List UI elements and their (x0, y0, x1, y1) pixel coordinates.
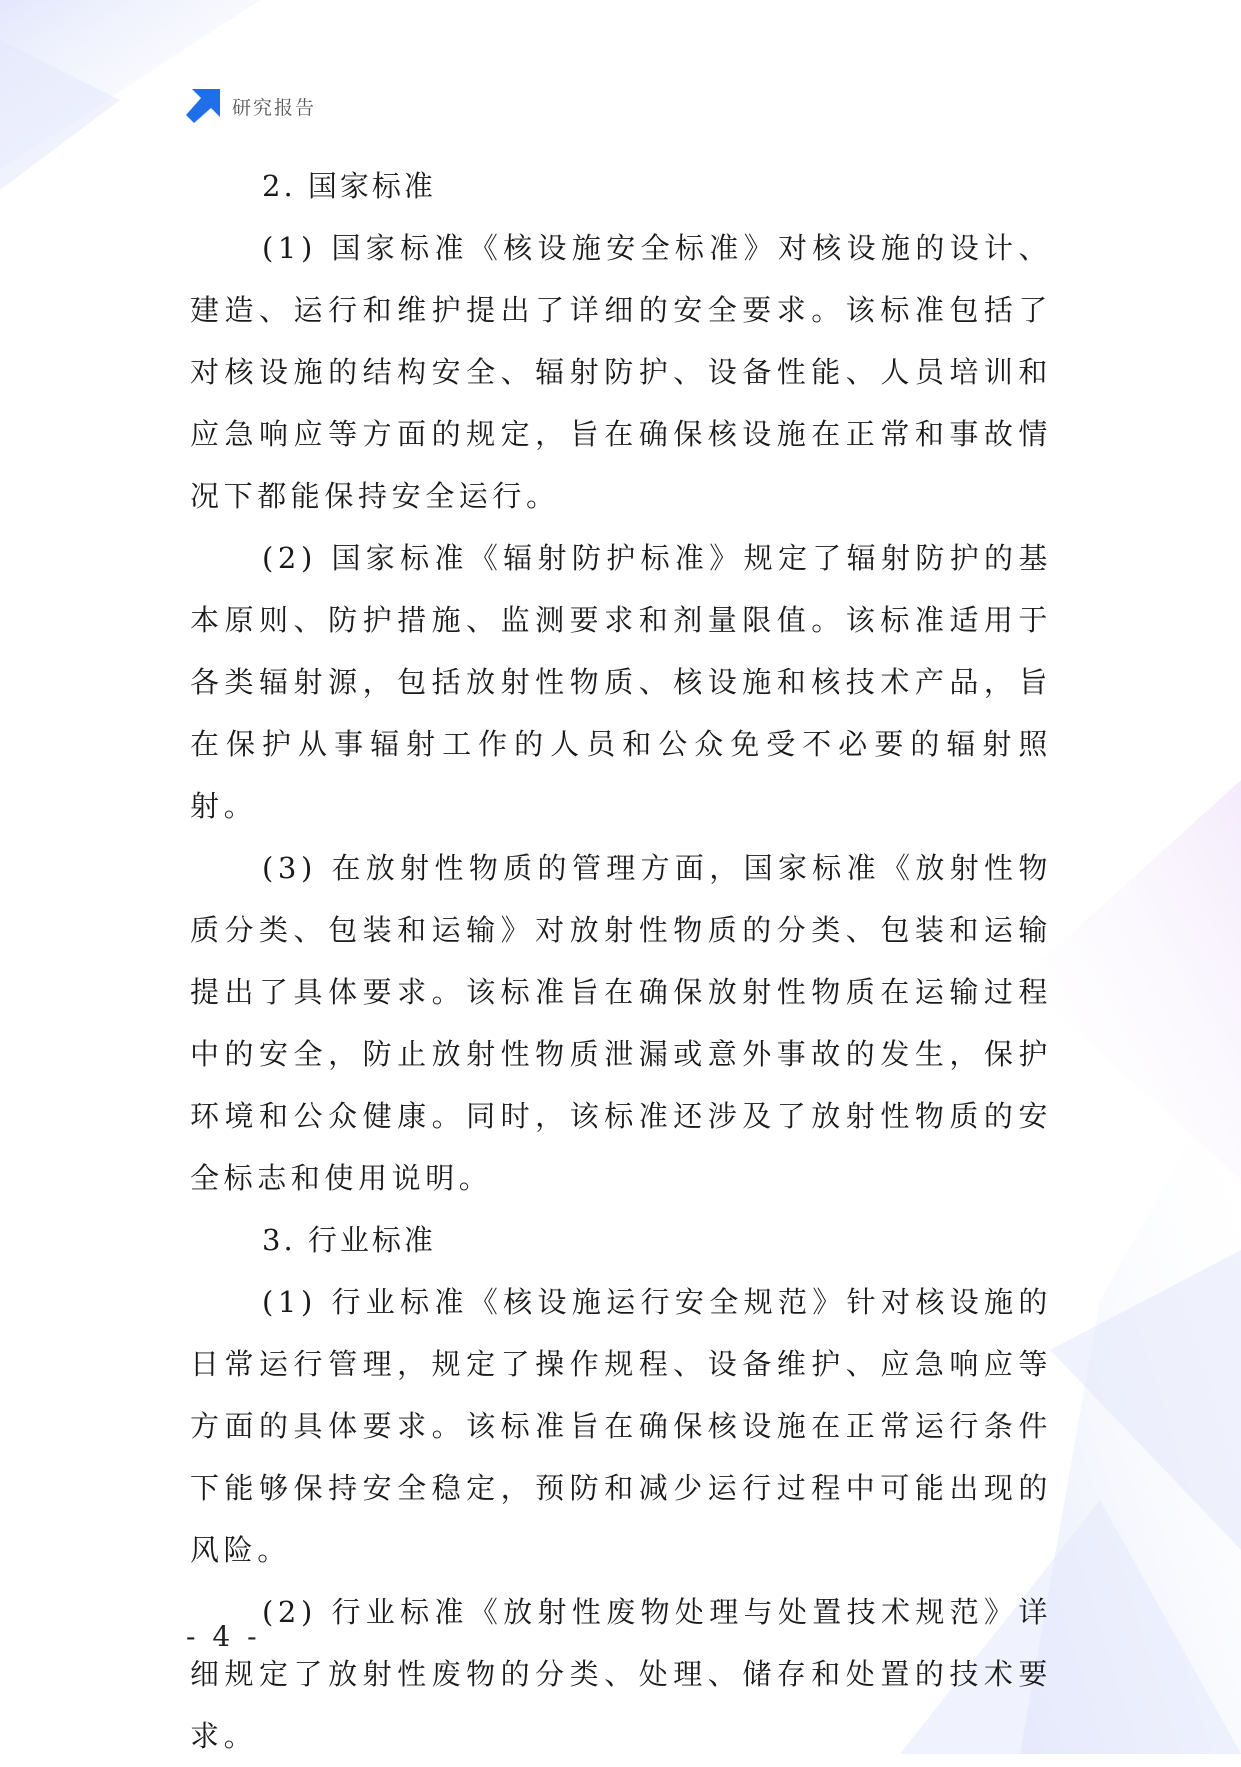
page-number: - 4 - (186, 1620, 261, 1653)
section-heading-industry-standards: 3. 行业标准 (262, 1223, 436, 1257)
arrow-up-right-icon (186, 89, 220, 123)
page-header (186, 88, 316, 124)
header-title: 研究报告 (232, 96, 317, 119)
paragraph: (1) 国家标准《核设施安全标准》对核设施的设计、建造、运行和维护提出了详细的安全要求。该标准包括了对核设施的结构安全、辐射防护、设备性能、人员培训和应急响应等方面的规定，旨在确保核设施在正常和事故情况下都能保持安全运行。 (190, 231, 1052, 513)
paragraph: (2) 行业标准《放射性废物处理与处置技术规范》详细规定了放射性废物的分类、处理、储存和处置的技术要求。 (190, 1595, 1052, 1753)
paragraph: (1) 行业标准《核设施运行安全规范》针对核设施的日常运行管理，规定了操作规程、设备维护、应急响应等方面的具体要求。该标准旨在确保核设施在正常运行条件下能够保持安全稳定，预防和减少运行过程中可能出现的风险。 (190, 1285, 1052, 1567)
section-heading-national-standards: 2. 国家标准 (262, 169, 436, 203)
document-body (190, 155, 1052, 1767)
paragraph: (3) 在放射性物质的管理方面，国家标准《放射性物质分类、包装和运输》对放射性物质的分类、包装和运输提出了具体要求。该标准旨在确保放射性物质在运输过程中的安全，防止放射性物质泄漏或意外事故的发生，保护环境和公众健康。同时，该标准还涉及了放射性物质的安全标志和使用说明。 (190, 851, 1052, 1195)
paragraph: (2) 国家标准《辐射防护标准》规定了辐射防护的基本原则、防护措施、监测要求和剂量限值。该标准适用于各类辐射源，包括放射性物质、核设施和核技术产品，旨在保护从事辐射工作的人员和公众免受不必要的辐射照射。 (190, 541, 1052, 823)
